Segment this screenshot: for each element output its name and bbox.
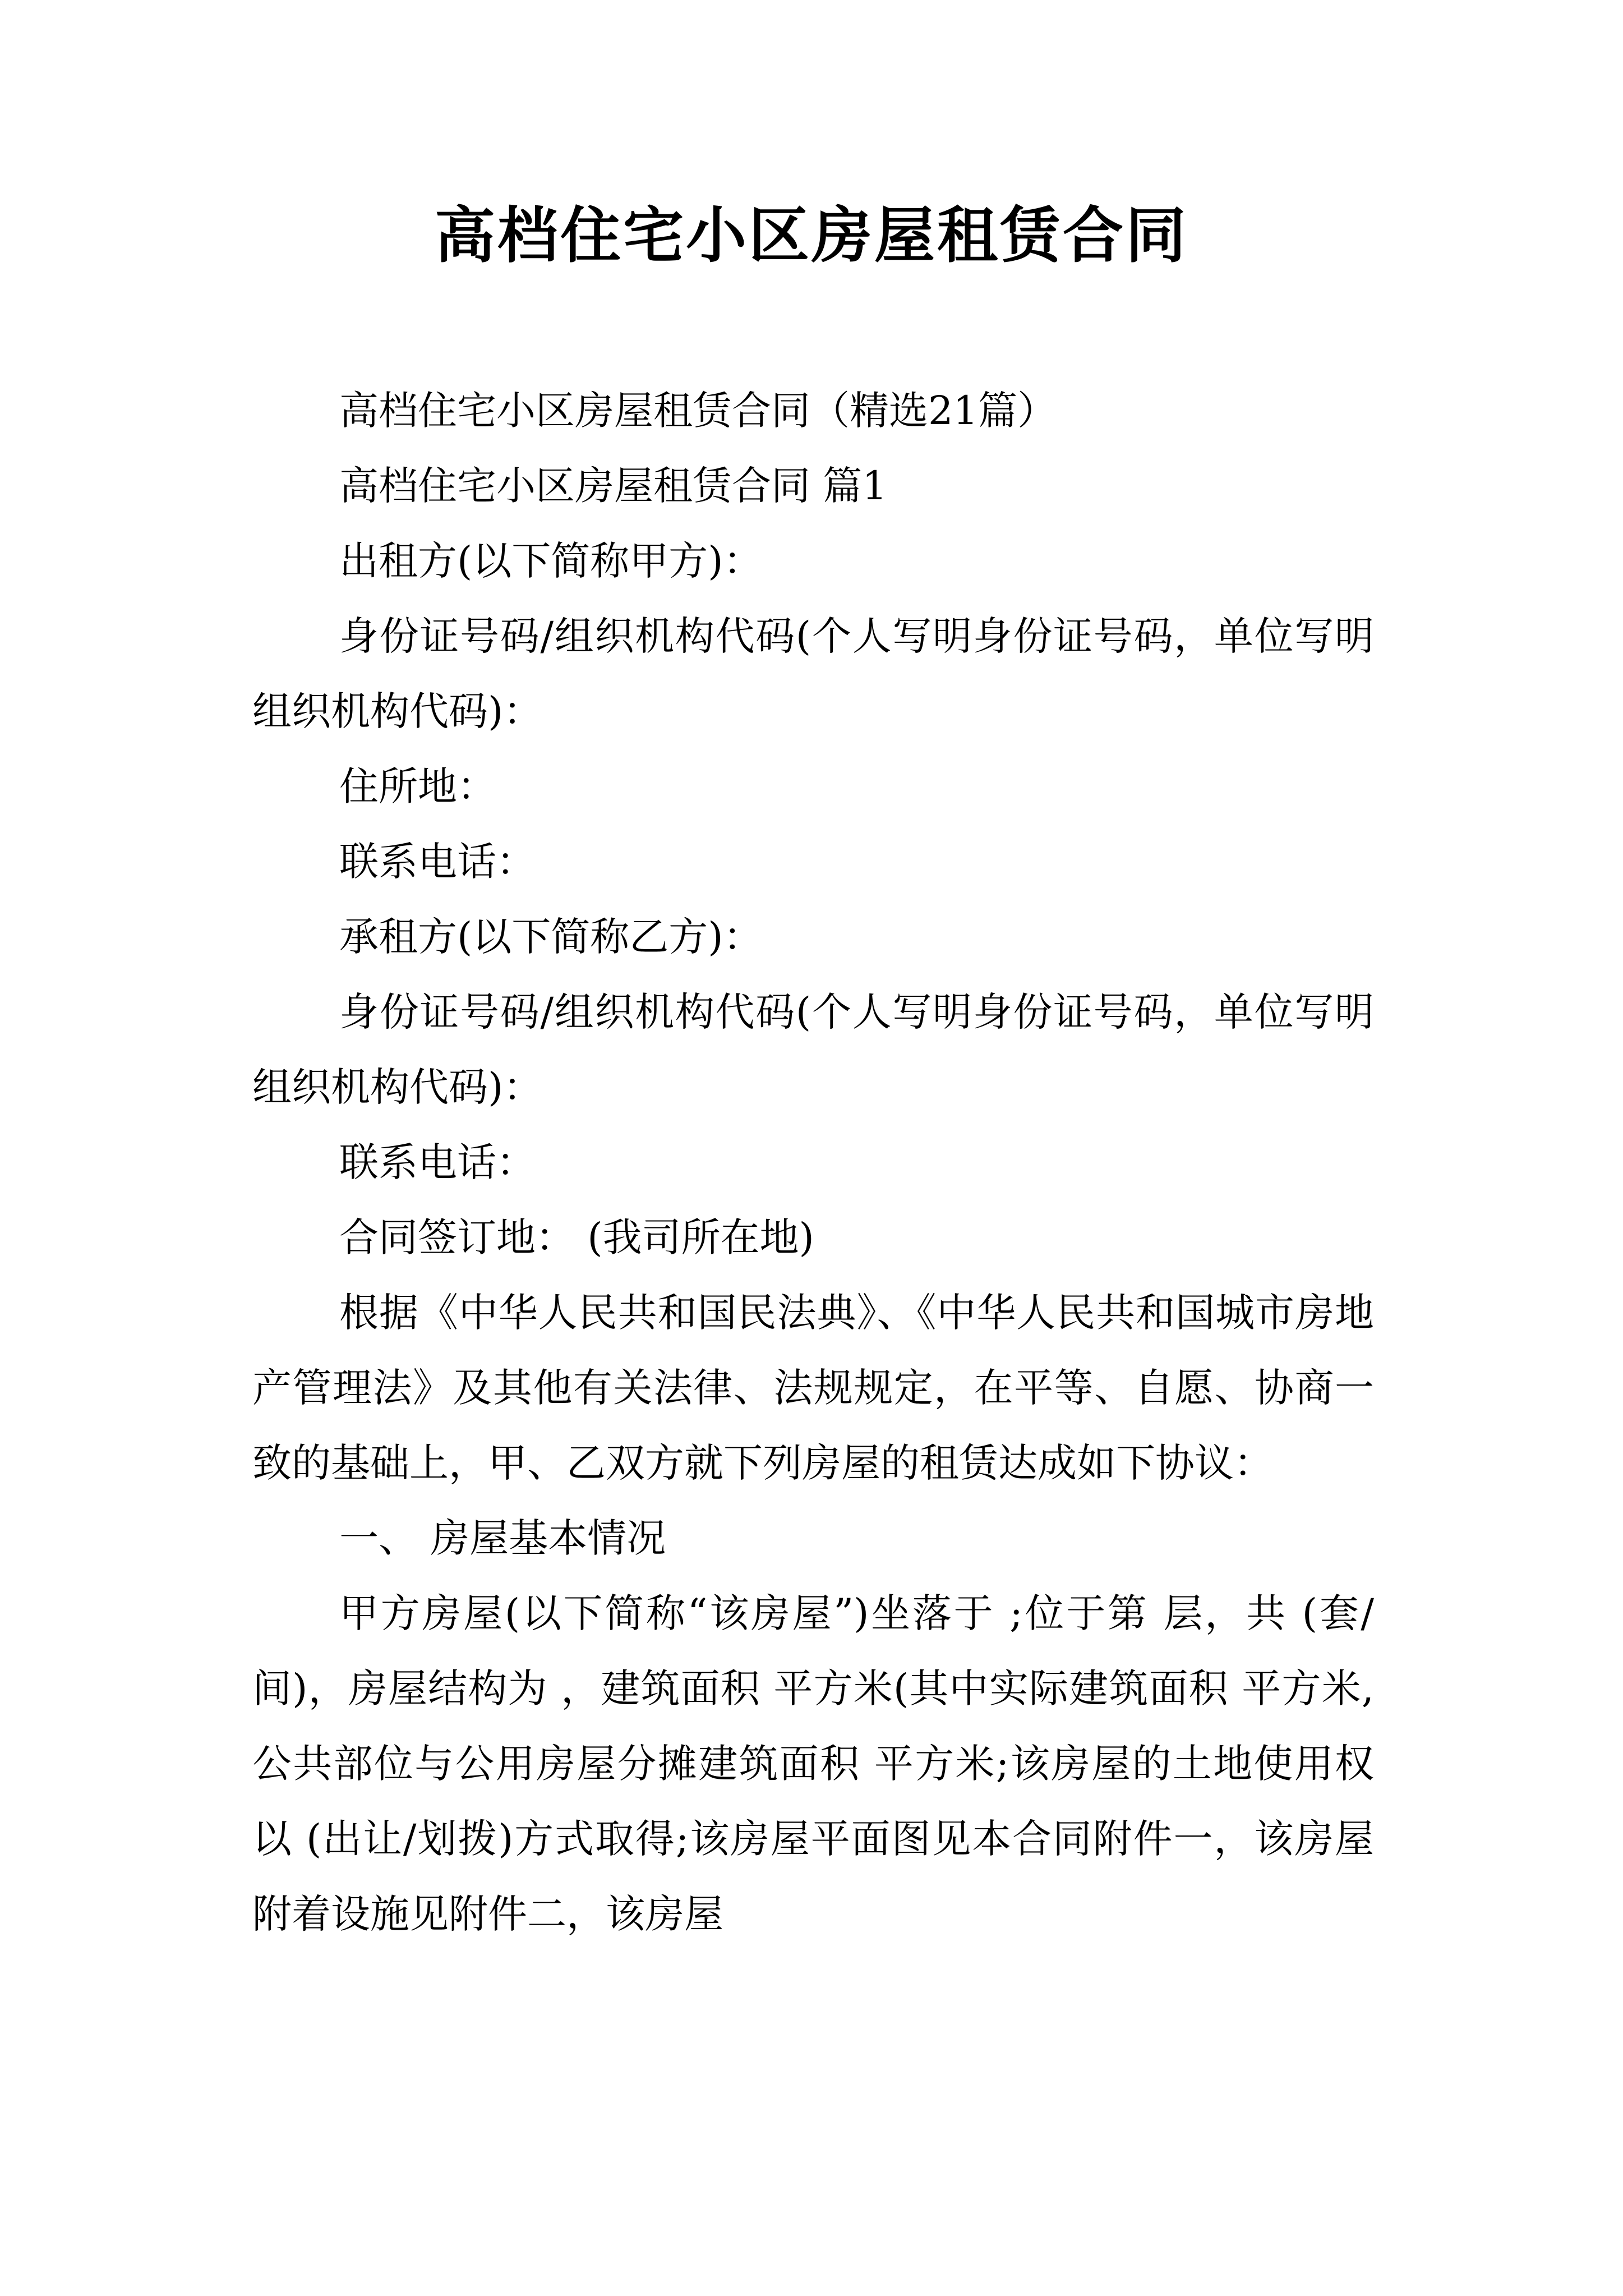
document-title: 高档住宅小区房屋租赁合同	[434, 200, 1188, 271]
paragraph-intro: 高档住宅小区房屋租赁合同（精选21篇）	[339, 388, 1057, 434]
paragraph-lessee-id: 身份证号码/组织机构代码(个人写明身份证号码，单位写明组织机构代码)：	[252, 989, 1374, 1110]
paragraph-signing-place: 合同签订地： (我司所在地)	[339, 1214, 814, 1260]
paragraph-lessor: 出租方(以下简称甲方)：	[339, 538, 763, 584]
paragraph-lessor-address: 住所地：	[339, 763, 496, 809]
document-body	[252, 373, 1374, 1952]
paragraph-lessor-id: 身份证号码/组织机构代码(个人写明身份证号码，单位写明组织机构代码)：	[252, 613, 1374, 734]
paragraph-lessee: 承租方(以下简称乙方)：	[339, 914, 763, 960]
paragraph-lessor-phone: 联系电话：	[339, 839, 536, 885]
paragraph-lessee-phone: 联系电话：	[339, 1139, 536, 1185]
paragraph-clause-heading: 一、 房屋基本情况	[339, 1515, 666, 1561]
paragraph-legal-basis: 根据《中华人民共和国民法典》、《中华人民共和国城市房地产管理法》及其他有关法律、法规规定，在平等、自愿、协商一致的基础上，甲、乙双方就下列房屋的租赁达成如下协议：	[252, 1290, 1374, 1486]
paragraph-section-heading: 高档住宅小区房屋租赁合同 篇1	[339, 463, 887, 509]
paragraph-property-details: 甲方房屋(以下简称“该房屋”)坐落于 ;位于第 层，共 (套/间)，房屋结构为 ，建筑面积 平方米(其中实际建筑面积 平方米,公共部位与公用房屋分摊建筑面积 平方米;该房屋的土地使用权以 (出让/划拨)方式取得;该房屋平面图见本合同附件一，该房屋附着设施见附件二，该房屋	[252, 1590, 1374, 1937]
